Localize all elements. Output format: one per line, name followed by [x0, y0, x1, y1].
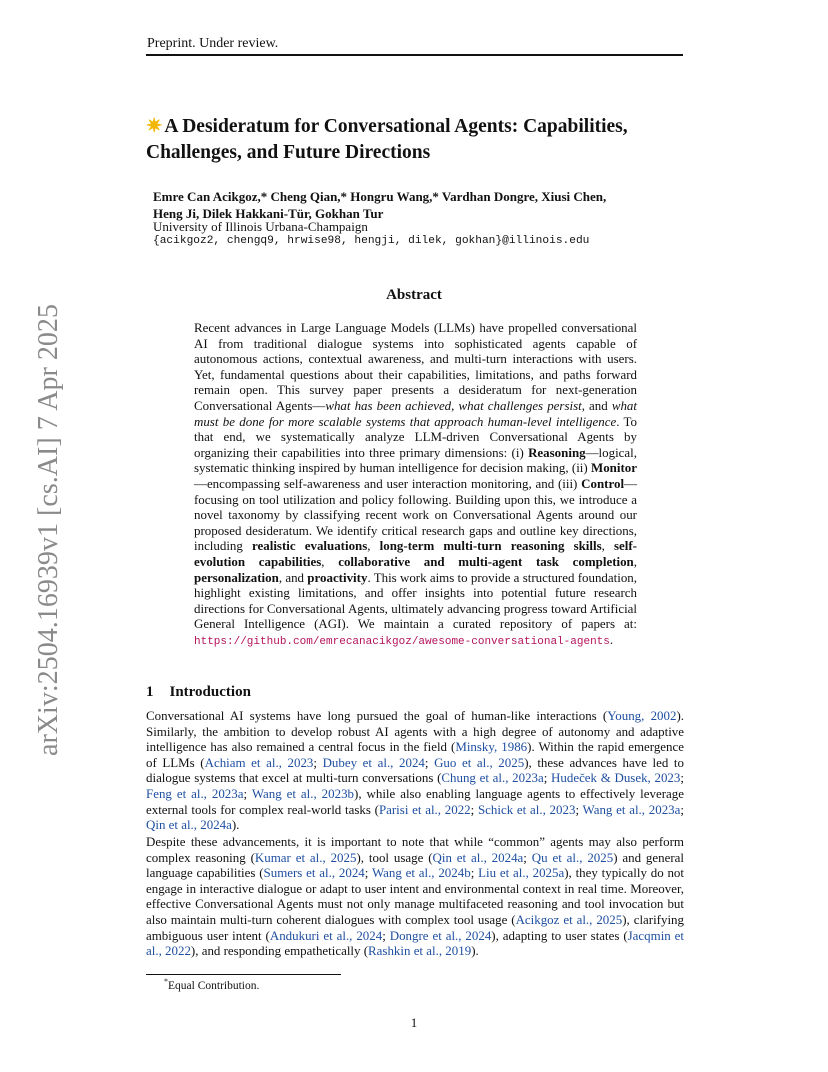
paragraph-text: ), clarifying ambiguous user intent (	[146, 911, 684, 943]
arxiv-sidebar-svg	[10, 300, 70, 760]
abstract-keyword: Reasoning	[528, 444, 586, 460]
abstract-keyword: proactivity	[307, 569, 368, 585]
citation-link[interactable]: Parisi et al., 2022	[378, 801, 471, 817]
authors-line-1: Emre Can Acikgoz,* Cheng Qian,* Hongru Wang,* Vardhan Dongre, Xiusi Chen,	[153, 189, 607, 204]
section-number: 1	[146, 684, 154, 700]
paragraph-text: ), these advances have led to dialogue systems that excel at multi-turn conversations (	[146, 754, 684, 786]
abstract-text: Recent advances in Large Language Models (LLMs) have propelled conversational AI from traditional dialogue systems into sophisticated agents capable of autonomous actions, contextual awareness, and multi-turn interactions with users. Yet, fundamental questions about their capabilities, limitations, and paths forward remain open. This survey paper presents a desideratum for next-generation Conversational Agents—	[194, 320, 637, 413]
citation-link[interactable]: Guo et al., 2025	[434, 754, 525, 770]
citation-link[interactable]: Minsky, 1986	[455, 739, 528, 755]
abstract-heading: Abstract	[386, 287, 442, 303]
citation-link[interactable]: Qu et al., 2025	[531, 849, 614, 865]
citation-link[interactable]: Qin et al., 2024a	[432, 849, 524, 865]
paragraph-text: ;	[470, 865, 479, 881]
intro-paragraph-2	[146, 834, 684, 959]
citation-link[interactable]: Jacqmin et al., 2022	[146, 927, 685, 959]
citation-link[interactable]: Dongre et al., 2024	[389, 927, 492, 943]
citation-link[interactable]: Dubey et al., 2024	[322, 754, 425, 770]
affiliation: University of Illinois Urbana-Champaign	[153, 219, 368, 234]
citation-link[interactable]: Liu et al., 2025a	[478, 865, 565, 881]
abstract-text: —focusing on tool utilization and policy following. Building upon this, we introduce a novel taxonomy by classifying recent work on Conversational Agents around our proposed desideratum. We identify critical research gaps and outline key directions, including	[194, 475, 637, 554]
author-list	[153, 188, 693, 222]
citation-link[interactable]: Acikgoz et al., 2025	[515, 911, 623, 927]
paragraph-text: ;	[243, 785, 252, 801]
repository-link[interactable]: https://github.com/emrecanacikgoz/awesome-conversational-agents	[194, 635, 610, 648]
abstract-text: ,	[367, 538, 380, 554]
citation-link[interactable]: Kumar et al., 2025	[254, 849, 357, 865]
paragraph-text: ;	[313, 754, 323, 770]
paragraph-text: ;	[680, 801, 684, 817]
paragraph-text: ), they typically do not engage in interactive dialogue or adapt to user intent and environmental context in real time. Moreover, effective Conversational Agents must not only manage multifaceted reasoning and tool invocation but also maintain multi-turn coherent dialogues with complex tool usage (	[146, 865, 684, 927]
title-line-2: Challenges, and Future Directions	[146, 142, 431, 163]
abstract-keyword: Monitor	[591, 460, 637, 476]
section-heading-introduction	[146, 684, 251, 701]
abstract-text: ,	[601, 538, 614, 554]
paragraph-text: Conversational AI systems have long pursued the goal of human-like interactions (	[146, 708, 608, 723]
citation-link[interactable]: Rashkin et al., 2019	[368, 943, 472, 959]
title-line-1: A Desideratum for Conversational Agents: Capabilities,	[164, 116, 628, 137]
paragraph-text: ;	[523, 849, 532, 865]
paragraph-text: ). Similarly, the ambition to develop robust AI agents with a high degree of autonomy and adaptive intelligence has also remained a central focus in the field (	[146, 708, 685, 755]
abstract-body	[194, 320, 637, 650]
paper-title	[146, 114, 706, 166]
citation-link[interactable]: Wang et al., 2023a	[582, 801, 681, 817]
abstract-text: , and	[278, 569, 308, 585]
abstract-emphasis: what challenges persist	[458, 397, 582, 413]
citation-link[interactable]: Andukuri et al., 2024	[269, 927, 383, 943]
arxiv-sidebar-stamp	[10, 300, 70, 760]
paragraph-text: ).	[471, 943, 479, 959]
author-emails: {acikgoz2, chengq9, hrwise98, hengji, dilek, gokhan}@illinois.edu	[153, 235, 590, 247]
paragraph-text: ;	[364, 865, 372, 881]
citation-link[interactable]: Schick et al., 2023	[477, 801, 576, 817]
abstract-keyword: realistic evaluations	[252, 538, 368, 554]
abstract-keyword: self-evolution capabilities	[194, 538, 637, 569]
paragraph-text: ) and general language capabilities (	[146, 849, 684, 881]
abstract-text: —logical, systematic thinking inspired by human intelligence for decision making, (ii)	[194, 444, 637, 476]
citation-link[interactable]: Wang et al., 2023b	[251, 785, 355, 801]
abstract-keyword: Control	[581, 475, 625, 491]
paragraph-text: ;	[424, 754, 435, 770]
abstract-text: . To that end, we systematically analyze LLM-driven Conversational Agents by organizing their capabilities into three primary dimensions: (i)	[194, 413, 637, 460]
citation-link[interactable]: Wang et al., 2024b	[371, 865, 471, 881]
paragraph-text: ), while also enabling language agents to effectively leverage external tools for complex real-world tasks (	[146, 785, 684, 817]
citation-link[interactable]: Sumers et al., 2024	[263, 865, 365, 881]
citation-link[interactable]: Feng et al., 2023a	[146, 785, 244, 801]
citation-link[interactable]: Young, 2002	[607, 708, 677, 723]
abstract-emphasis: what has been achieved	[325, 397, 452, 413]
page-number: 1	[410, 1015, 418, 1030]
abstract-text: .	[609, 631, 614, 647]
paragraph-text: ;	[543, 770, 552, 786]
authors-line-2: Heng Ji, Dilek Hakkani-Tür, Gokhan Tur	[153, 206, 384, 221]
paragraph-text: ), tool usage (	[356, 849, 433, 865]
paragraph-text: ;	[382, 927, 390, 943]
abstract-text: . This work aims to provide a structured foundation, highlight existing limitations, and offer insights into potential future research directions for Conversational Agents, ultimately advancing progress toward Artificial General Intelligence (AGI). We maintain a curated repository of papers at:	[194, 569, 637, 632]
paragraph-text: ;	[470, 801, 478, 817]
paragraph-text: ). Within the rapid emergence of LLMs (	[146, 739, 684, 770]
header-rule	[146, 54, 683, 56]
abstract-text: ,	[633, 553, 637, 569]
paragraph-text: ).	[231, 817, 240, 833]
abstract-keyword: long-term multi-turn reasoning skills	[379, 538, 602, 554]
citation-link[interactable]: Hudeček & Dusek, 2023	[551, 770, 681, 786]
abstract-emphasis: what must be done for more scalable systems that approach human-level intelligence	[194, 397, 637, 429]
sparkle-icon: ✷	[146, 116, 163, 137]
paragraph-text: ), and responding empathetically (	[190, 943, 369, 959]
paragraph-text: Despite these advancements, it is important to note that while “common” agents may also perform complex reasoning (	[146, 834, 684, 865]
abstract-text: , and	[581, 397, 612, 413]
paragraph-text: ;	[680, 770, 684, 786]
footnote-text: Equal Contribution.	[168, 979, 260, 992]
citation-link[interactable]: Chung et al., 2023a	[441, 770, 544, 786]
citation-link[interactable]: Qin et al., 2024a	[146, 817, 232, 833]
intro-paragraph-1	[146, 708, 684, 833]
paragraph-text: ;	[575, 801, 583, 817]
section-title: Introduction	[169, 684, 251, 700]
abstract-text: ,	[451, 397, 459, 413]
abstract-keyword: collaborative and multi-agent task completion	[338, 553, 634, 569]
paragraph-text: ), adapting to user states (	[491, 927, 628, 943]
abstract-text: ,	[321, 553, 339, 569]
footnote-rule	[146, 974, 341, 975]
abstract-keyword: personalization	[194, 569, 279, 585]
footnote	[164, 977, 259, 992]
running-header: Preprint. Under review.	[147, 36, 279, 51]
footnote-mark: *	[164, 977, 168, 986]
abstract-text: —encompassing self-awareness and user interaction monitoring, and (iii)	[194, 475, 582, 491]
arxiv-id-text: arXiv:2504.16939v1 [cs.AI] 7 Apr 2025	[32, 300, 64, 756]
citation-link[interactable]: Achiam et al., 2023	[204, 754, 314, 770]
